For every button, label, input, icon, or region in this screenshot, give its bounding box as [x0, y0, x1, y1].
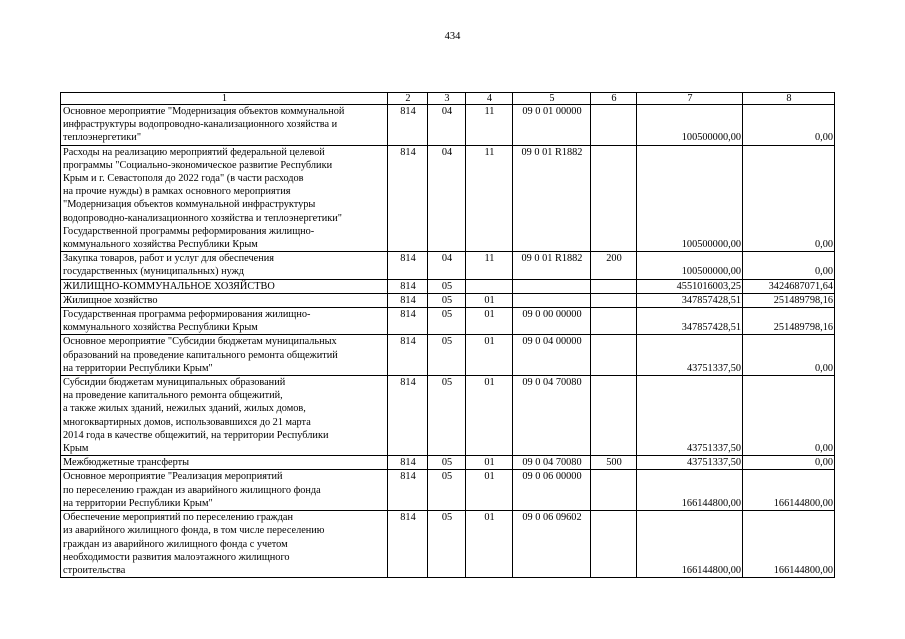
budget-table: [60, 92, 835, 578]
header-cell: 5: [513, 93, 591, 105]
cell-amount-year2: 0,00: [743, 252, 835, 279]
cell-ministry-code: 814: [388, 279, 428, 293]
cell-subsection: 11: [466, 145, 513, 252]
cell-expense-type: [591, 335, 637, 376]
cell-expense-type: [591, 511, 637, 578]
header-cell: 7: [637, 93, 743, 105]
cell-amount-year2: 0,00: [743, 456, 835, 470]
cell-amount-year2: 166144800,00: [743, 511, 835, 578]
cell-section: 04: [428, 105, 466, 146]
cell-amount-year2: 0,00: [743, 335, 835, 376]
cell-expense-type: [591, 279, 637, 293]
cell-name: Основное мероприятие "Субсидии бюджетам муниципальных образований на проведение капитального ремонта общежитий на территории Республики Крым": [61, 335, 388, 376]
cell-amount-year1: 43751337,50: [637, 335, 743, 376]
cell-amount-year1: 347857428,51: [637, 293, 743, 307]
cell-amount-year2: 0,00: [743, 376, 835, 456]
cell-subsection: 01: [466, 335, 513, 376]
cell-subsection: 01: [466, 376, 513, 456]
cell-amount-year1: 43751337,50: [637, 456, 743, 470]
header-cell: 8: [743, 93, 835, 105]
cell-amount-year1: 347857428,51: [637, 308, 743, 335]
cell-name: ЖИЛИЩНО-КОММУНАЛЬНОЕ ХОЗЯЙСТВО: [61, 279, 388, 293]
cell-target-article: 09 0 01 R1882: [513, 145, 591, 252]
cell-target-article: 09 0 00 00000: [513, 308, 591, 335]
cell-name: Закупка товаров, работ и услуг для обеспечения государственных (муниципальных) нужд: [61, 252, 388, 279]
cell-target-article: 09 0 04 00000: [513, 335, 591, 376]
cell-ministry-code: 814: [388, 252, 428, 279]
cell-subsection: 01: [466, 456, 513, 470]
cell-amount-year2: 0,00: [743, 105, 835, 146]
header-cell: 6: [591, 93, 637, 105]
cell-target-article: 09 0 01 R1882: [513, 252, 591, 279]
header-row: [61, 93, 835, 105]
cell-section: 05: [428, 456, 466, 470]
cell-name: Межбюджетные трансферты: [61, 456, 388, 470]
table-row: [61, 105, 835, 146]
header-cell: 3: [428, 93, 466, 105]
cell-expense-type: [591, 145, 637, 252]
table-row: [61, 308, 835, 335]
cell-section: 05: [428, 470, 466, 511]
cell-amount-year2: 0,00: [743, 145, 835, 252]
cell-amount-year1: 166144800,00: [637, 511, 743, 578]
cell-ministry-code: 814: [388, 376, 428, 456]
table-body: [61, 93, 835, 578]
cell-ministry-code: 814: [388, 145, 428, 252]
table-row: [61, 376, 835, 456]
cell-name: Основное мероприятие "Модернизация объектов коммунальной инфраструктуры водопроводно-канализационного хозяйства и теплоэнергетики": [61, 105, 388, 146]
cell-ministry-code: 814: [388, 511, 428, 578]
cell-amount-year2: 251489798,16: [743, 293, 835, 307]
cell-amount-year1: 43751337,50: [637, 376, 743, 456]
cell-amount-year1: 4551016003,25: [637, 279, 743, 293]
cell-expense-type: [591, 376, 637, 456]
cell-ministry-code: 814: [388, 470, 428, 511]
table-row: [61, 456, 835, 470]
cell-amount-year1: 166144800,00: [637, 470, 743, 511]
cell-name: Жилищное хозяйство: [61, 293, 388, 307]
table-row: [61, 252, 835, 279]
cell-expense-type: [591, 308, 637, 335]
cell-ministry-code: 814: [388, 456, 428, 470]
cell-amount-year1: 100500000,00: [637, 105, 743, 146]
cell-subsection: 01: [466, 308, 513, 335]
table-row: [61, 279, 835, 293]
cell-target-article: 09 0 06 09602: [513, 511, 591, 578]
cell-subsection: 11: [466, 252, 513, 279]
cell-expense-type: [591, 470, 637, 511]
cell-ministry-code: 814: [388, 308, 428, 335]
cell-name: Обеспечение мероприятий по переселению граждан из аварийного жилищного фонда, в том числе переселению граждан из аварийного жилищного фонда с учетом необходимости развития малоэтажного жилищного строительства: [61, 511, 388, 578]
table-row: [61, 335, 835, 376]
cell-section: 05: [428, 335, 466, 376]
cell-target-article: [513, 279, 591, 293]
cell-amount-year2: 3424687071,64: [743, 279, 835, 293]
page-number: 434: [444, 31, 461, 42]
cell-section: 05: [428, 279, 466, 293]
cell-target-article: 09 0 04 70080: [513, 376, 591, 456]
cell-ministry-code: 814: [388, 105, 428, 146]
cell-target-article: 09 0 04 70080: [513, 456, 591, 470]
cell-section: 05: [428, 293, 466, 307]
cell-name: Основное мероприятие "Реализация мероприятий по переселению граждан из аварийного жилищного фонда на территории Республики Крым": [61, 470, 388, 511]
cell-subsection: 01: [466, 470, 513, 511]
header-cell: 1: [61, 93, 388, 105]
header-cell: 2: [388, 93, 428, 105]
table-row: [61, 145, 835, 252]
cell-amount-year1: 100500000,00: [637, 145, 743, 252]
cell-target-article: 09 0 01 00000: [513, 105, 591, 146]
cell-section: 04: [428, 145, 466, 252]
cell-subsection: 01: [466, 511, 513, 578]
cell-expense-type: [591, 293, 637, 307]
cell-section: 04: [428, 252, 466, 279]
cell-subsection: 11: [466, 105, 513, 146]
table-row: [61, 511, 835, 578]
cell-ministry-code: 814: [388, 293, 428, 307]
cell-ministry-code: 814: [388, 335, 428, 376]
cell-expense-type: 200: [591, 252, 637, 279]
cell-name: Государственная программа реформирования жилищно- коммунального хозяйства Республики Крым: [61, 308, 388, 335]
cell-section: 05: [428, 308, 466, 335]
cell-name: Субсидии бюджетам муниципальных образований на проведение капитального ремонта общежитий, а также жилых зданий, нежилых зданий, жилых домов, многоквартирных домов, использовавшихся до 21 марта 2014 года в качестве общежитий, на территории Республики Крым: [61, 376, 388, 456]
cell-amount-year2: 251489798,16: [743, 308, 835, 335]
cell-section: 05: [428, 511, 466, 578]
table-row: [61, 470, 835, 511]
cell-target-article: 09 0 06 00000: [513, 470, 591, 511]
cell-subsection: 01: [466, 293, 513, 307]
cell-name: Расходы на реализацию мероприятий федеральной целевой программы "Социально-экономическое развитие Республики Крым и г. Севастополя до 2022 года" (в части расходов на прочие нужды) в рамках основного мероприятия "Модернизация объектов коммунальной инфраструктуры водопроводно-канализационного хозяйства и теплоэнергетики" Государственной программы реформирования жилищно- коммунального хозяйства Республики Крым: [61, 145, 388, 252]
cell-expense-type: [591, 105, 637, 146]
cell-section: 05: [428, 376, 466, 456]
cell-amount-year1: 100500000,00: [637, 252, 743, 279]
header-cell: 4: [466, 93, 513, 105]
cell-expense-type: 500: [591, 456, 637, 470]
cell-subsection: [466, 279, 513, 293]
table-row: [61, 293, 835, 307]
cell-amount-year2: 166144800,00: [743, 470, 835, 511]
cell-target-article: [513, 293, 591, 307]
